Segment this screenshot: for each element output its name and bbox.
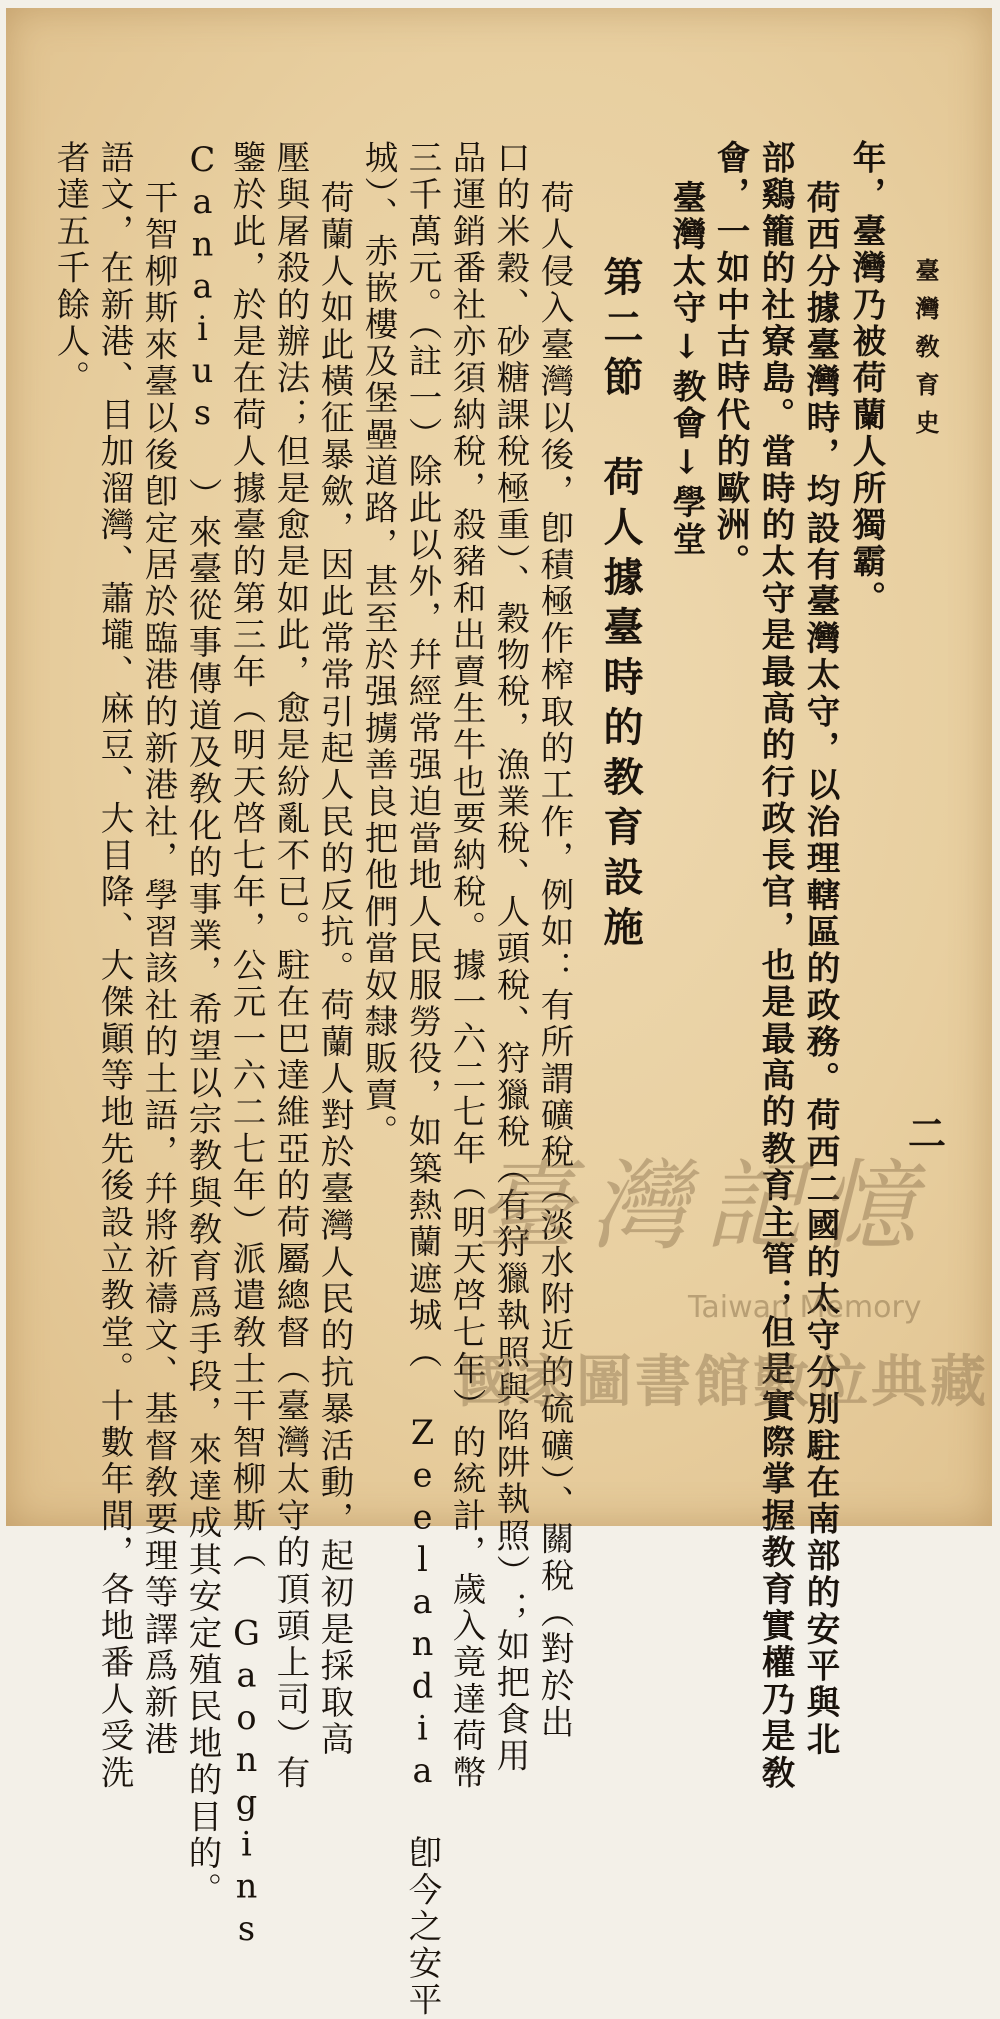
text-column: 荷西分據臺灣時，均設有臺灣太守，以治理轄區的政務。荷西二國的太守分別駐在南部的安平與北 <box>801 180 840 1759</box>
text-column: 會，一如中古時代的歐洲。 <box>711 140 750 581</box>
text-column: 口的米穀、砂糖課稅極重）、穀物稅，漁業稅、人頭稅、狩獵稅（有狩獵執照與陷阱執照）；如把食用 <box>491 140 530 1775</box>
text-column: 壓與屠殺的辦法；但是愈是如此，愈是紛亂不已。駐在巴達維亞的荷屬總督（臺灣太守的頂頭上司）有 <box>271 140 310 1792</box>
book-page <box>6 8 992 2019</box>
text-column: 城）、赤嵌樓及堡壘道路，甚至於强擄善良把他們當奴隸販賣。 <box>359 140 398 1151</box>
diagram-line: 臺灣太守↓教會↓學堂 <box>667 180 706 558</box>
text-column: 鑒於此，於是在荷人據臺的第三年（明天啓七年，公元一六二七年）派遣敎士干智柳斯（ Gaongins <box>227 140 266 1952</box>
text-column: 三千萬元。（註一）除此以外，幷經常强迫當地人民服勞役，如築熱蘭遮城（ Zeelandia 卽今之安平 <box>403 140 442 2019</box>
text-column: 語文，在新港、目加溜灣、蕭壠、麻豆、大目降、大傑顚等地先後設立教堂。十數年間，各地番人受洗 <box>95 140 134 1792</box>
text-column: 品運銷番社亦須納稅，殺豬和出賣生牛也要納稅。據一六二七年（明天啓七年）的統計，歲入竟達荷幣 <box>447 140 486 1792</box>
watermark-english: Taiwan Memory <box>688 1290 922 1325</box>
text-column: 部鷄籠的社寮島。當時的太守是最高的行政長官，也是最高的教育主管；但是實際掌握教育實權乃是敎 <box>756 140 795 1792</box>
text-column: 年，臺灣乃被荷蘭人所獨霸。 <box>847 140 886 618</box>
text-column: 者達五千餘人。 <box>51 140 90 397</box>
running-header: 臺灣敎育史 <box>911 258 940 448</box>
section-title: 第二節 荷人據臺時的教育設施 <box>597 256 644 956</box>
text-column: 荷蘭人如此橫征暴歛，因此常常引起人民的反抗。荷蘭人對於臺灣人民的抗暴活動，起初是採取高 <box>315 180 354 1759</box>
text-column: 荷人侵入臺灣以後，卽積極作榨取的工作，例如：有所謂礦稅（淡水附近的硫礦）、關稅（對於出 <box>535 180 574 1742</box>
watermark-calligraphy: 臺灣記憶 <box>476 1150 933 1264</box>
text-column: Canaius ）來臺從事傳道及敎化的事業，希望以宗教與敎育爲手段，來達成其安定殖民地的目的。 <box>183 140 222 1909</box>
watermark-chinese: 國家圖書館數位典藏 <box>458 1350 989 1415</box>
page-number: 二 <box>908 1111 947 1156</box>
text-column: 干智柳斯來臺以後卽定居於臨港的新港社，學習該社的土語，幷將祈禱文、基督敎要理等譯爲新港 <box>139 180 178 1759</box>
